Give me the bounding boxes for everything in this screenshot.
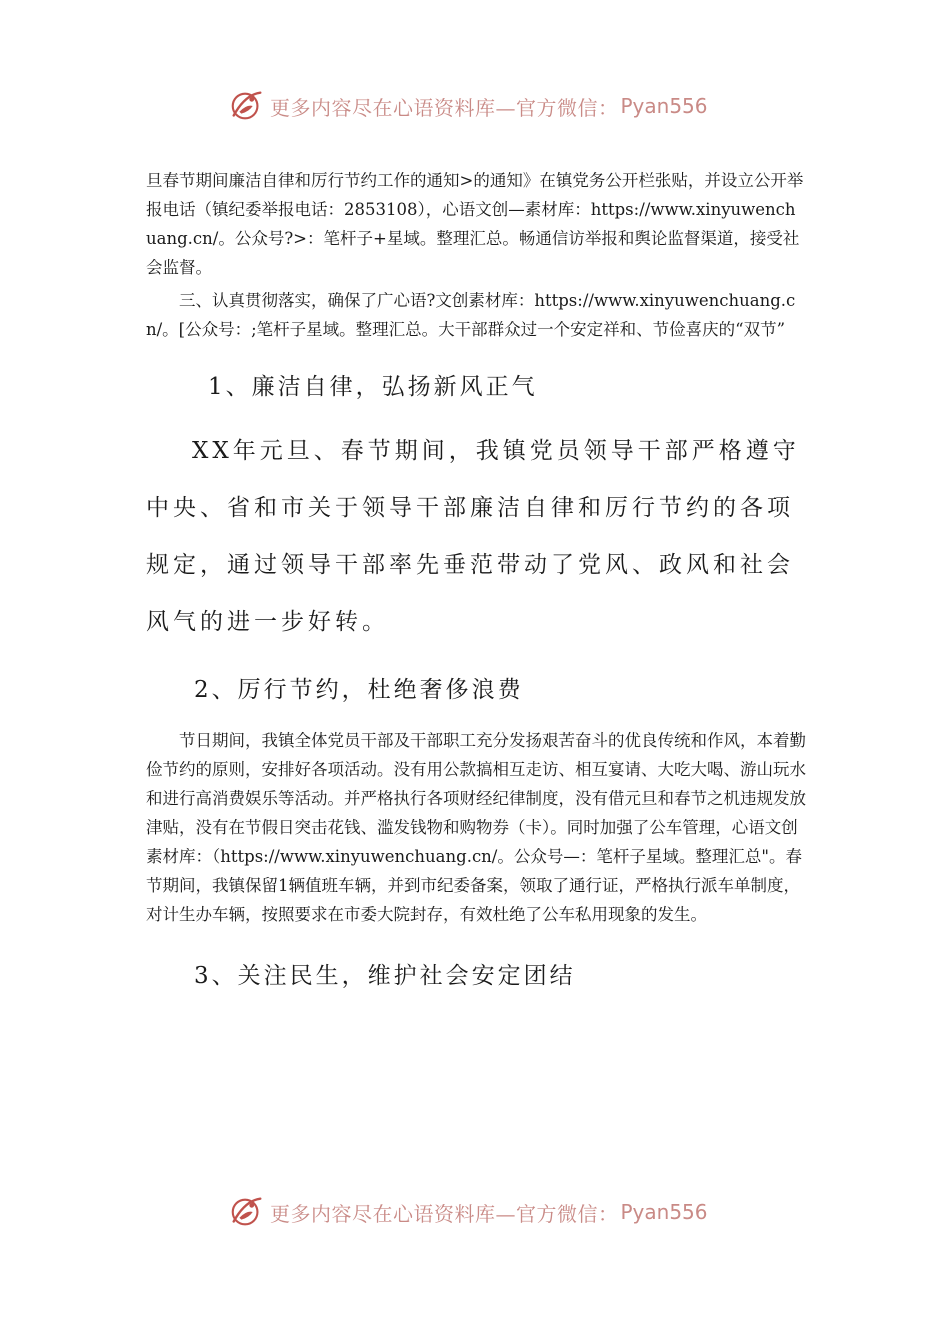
heading-integrity: 1、廉洁自律，弘扬新风正气: [208, 374, 538, 400]
document-body: [146, 166, 806, 990]
banner-wechat-id: Pyan556: [620, 1200, 708, 1224]
paragraph-integrity: XX年元旦、春节期间，我镇党员领导干部严格遵守中央、省和市关于领导干部廉洁自律和厉行节约的各项规定，通过领导干部率先垂范带动了党风、政风和社会风气的进一步好转。: [146, 438, 800, 635]
paragraph-notice: 旦春节期间廉洁自律和厉行节约工作的通知>的通知》在镇党务公开栏张贴，并设立公开举报电话（镇纪委举报电话：2853108），心语文创—素材库：https://www.xinyuwenchuang.cn/。公众号?>：笔杆子+星域。整理汇总。畅通信访举报和舆论监督渠道，接受社会监督。: [146, 171, 804, 277]
heading-thrift: 2、厉行节约，杜绝奢侈浪费: [194, 677, 524, 703]
heading-livelihood: 3、关注民生，维护社会安定团结: [194, 963, 576, 989]
banner-text: 更多内容尽在心语资料库—官方微信：: [270, 1201, 619, 1226]
footer-banner: [228, 1192, 708, 1232]
banner-wechat-id: Pyan556: [620, 94, 708, 118]
paragraph-thrift: 节日期间，我镇全体党员干部及干部职工充分发扬艰苦奋斗的优良传统和作风，本着勤俭节约的原则，安排好各项活动。没有用公款搞相互走访、相互宴请、大吃大喝、游山玩水和进行高消费娱乐等活动。并严格执行各项财经纪律制度，没有借元旦和春节之机违规发放津贴，没有在节假日突击花钱、滥发钱物和购物券（卡）。同时加强了公车管理，心语文创素材库：（https://www.xinyuwenchuang.cn/。公众号—：笔杆子星域。整理汇总"。春节期间，我镇保留1辆值班车辆，并到市纪委备案，领取了通行证，严格执行派车单制度，对计生办车辆，按照要求在市委大院封存，有效杜绝了公车私用现象的发生。: [146, 731, 806, 924]
paragraph-section-three: 三、认真贯彻落实，确保了广心语?文创素材库：https://www.xinyuwenchuang.cn/。[公众号：;笔杆子星域。整理汇总。大干部群众过一个安定祥和、节俭喜庆的“双节”: [146, 291, 796, 339]
brand-logo-icon: [228, 87, 266, 125]
banner-text: 更多内容尽在心语资料库—官方微信：: [270, 95, 619, 120]
header-banner: [228, 86, 708, 126]
brand-logo-icon: [228, 1193, 266, 1231]
